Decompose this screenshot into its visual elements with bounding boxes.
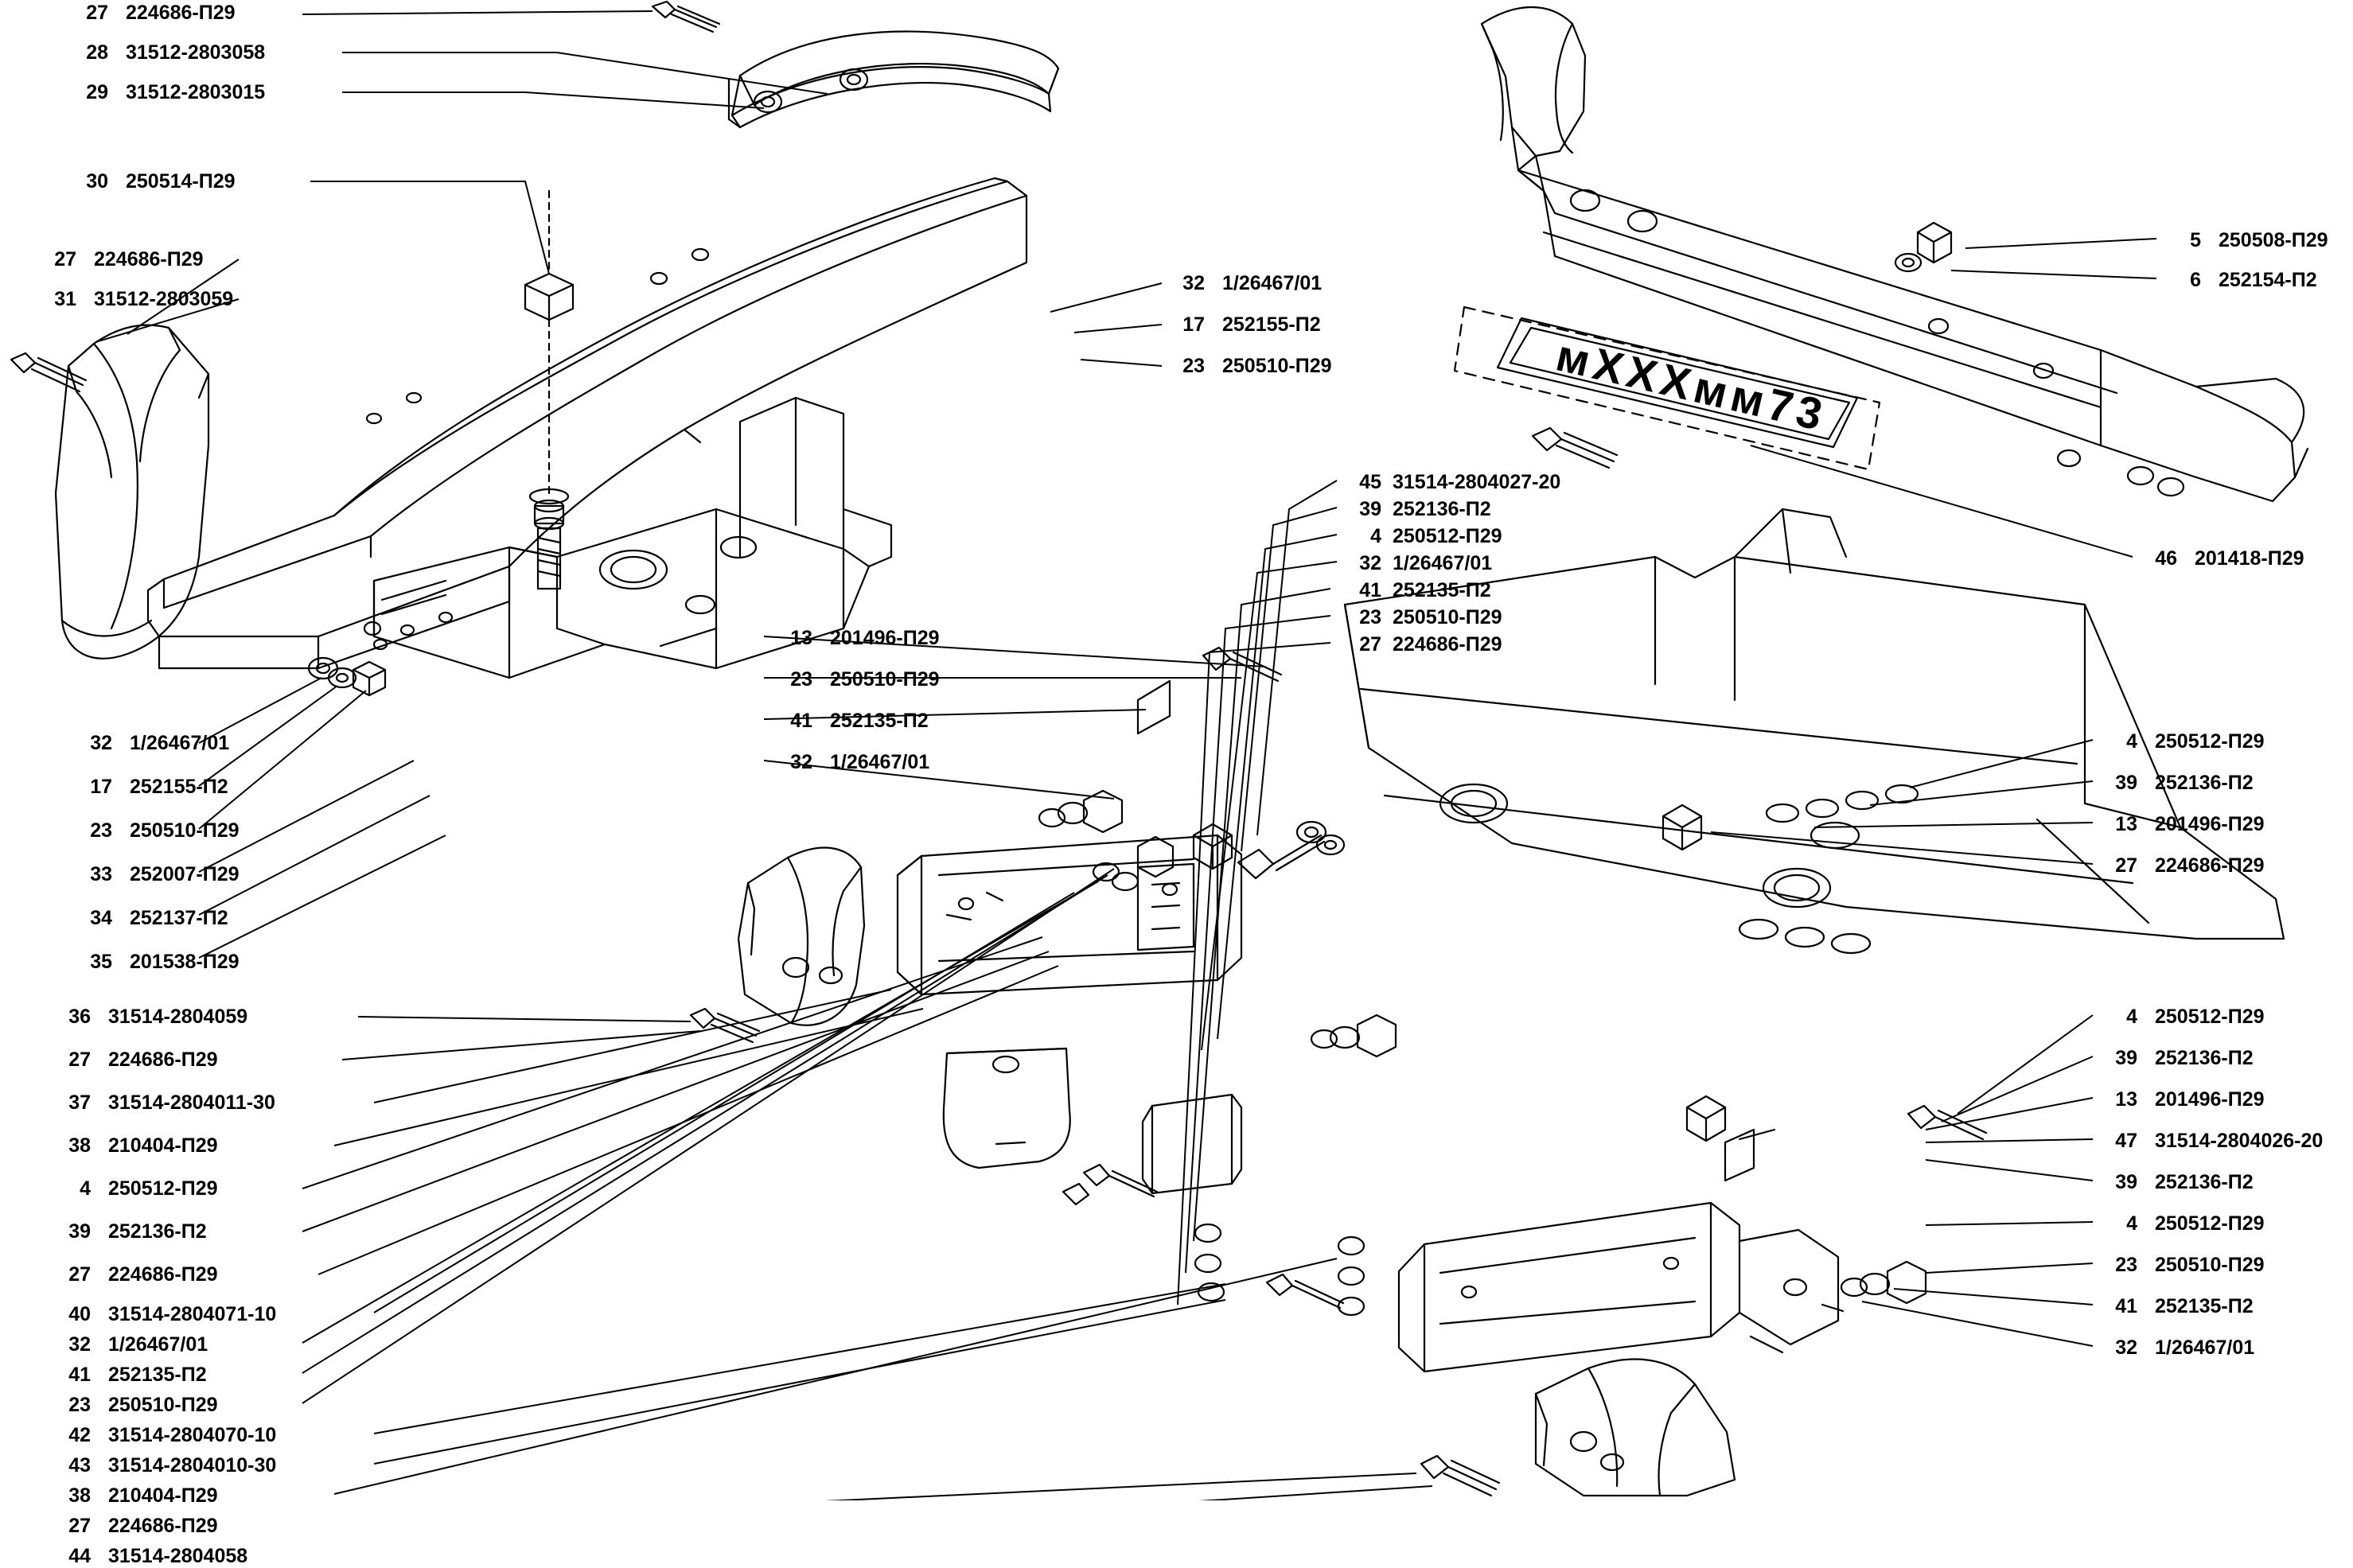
callout-row[interactable] xyxy=(2101,1254,2265,1277)
callout-row[interactable] xyxy=(2101,1212,2265,1235)
part-front-bumper-bar-lower xyxy=(898,835,1241,994)
callout-number: 38 xyxy=(68,1484,91,1507)
callout-row[interactable] xyxy=(2101,772,2254,795)
callout-number: 32 xyxy=(790,751,812,773)
callout-number: 42 xyxy=(68,1424,91,1446)
callout-number: 47 xyxy=(2115,1130,2137,1152)
part-tow-bracket xyxy=(944,1049,1241,1193)
callout-part: 224686-П29 xyxy=(1393,633,1502,656)
callout-part: 252135-П2 xyxy=(1393,579,1491,601)
callout-part: 210404-П29 xyxy=(108,1134,218,1157)
callout-row[interactable] xyxy=(2101,813,2265,836)
callout-part: 252137-П2 xyxy=(130,907,228,929)
license-plate-text: мXXXмм73 xyxy=(1551,329,1832,441)
fastener-nut-5-6 xyxy=(1895,223,1951,271)
callout-part: 250510-П29 xyxy=(130,819,240,842)
callout-part: 250510-П29 xyxy=(2155,1254,2265,1276)
callout-part: 252135-П2 xyxy=(830,710,929,732)
callout-row[interactable] xyxy=(2164,269,2317,292)
callout-part: 1/26467/01 xyxy=(130,732,230,754)
callout-number: 35 xyxy=(90,951,112,973)
callout-number: 46 xyxy=(2155,547,2177,570)
callout-part: 252135-П2 xyxy=(2155,1295,2254,1317)
callout-row[interactable] xyxy=(72,41,265,64)
callout-number: 4 xyxy=(2126,1212,2137,1235)
part-front-bumper-beam xyxy=(148,178,1027,668)
fastener-group-left-washers xyxy=(309,658,385,695)
callout-number: 23 xyxy=(1182,355,1205,377)
callout-number: 4 xyxy=(2126,1006,2137,1028)
callout-part: 201496-П29 xyxy=(2155,813,2265,835)
callout-part: 224686-П29 xyxy=(108,1263,218,1286)
callout-row[interactable] xyxy=(54,1364,207,1387)
callout-number: 43 xyxy=(68,1454,91,1477)
callout-number: 4 xyxy=(80,1177,91,1200)
callout-row[interactable] xyxy=(76,951,240,974)
callout-number: 6 xyxy=(2190,269,2201,291)
callout-part: 31514-2804026-20 xyxy=(2155,1130,2324,1152)
callout-part: 31514-2804059 xyxy=(108,1006,248,1028)
callout-number: 29 xyxy=(86,81,108,103)
callout-number: 32 xyxy=(90,732,112,754)
callout-part: 224686-П29 xyxy=(108,1515,218,1537)
fastener-bolt-44 xyxy=(1421,1456,1499,1496)
callout-row[interactable] xyxy=(54,1049,218,1072)
callout-number: 34 xyxy=(90,907,112,929)
callout-row[interactable] xyxy=(776,627,940,650)
fastener-group-center-bolts xyxy=(1063,835,1343,1308)
callout-row[interactable] xyxy=(2101,1088,2265,1111)
callout-part: 250510-П29 xyxy=(830,668,940,691)
callout-row[interactable] xyxy=(54,1177,218,1200)
callout-number: 23 xyxy=(1359,606,1381,628)
callout-number: 23 xyxy=(790,668,812,691)
callout-number: 23 xyxy=(90,819,112,842)
callout-row[interactable] xyxy=(1345,498,1491,521)
callout-number: 39 xyxy=(68,1220,91,1243)
callout-row[interactable] xyxy=(2101,854,2265,877)
callout-part: 201538-П29 xyxy=(130,951,240,973)
callout-number: 32 xyxy=(68,1333,91,1356)
callout-part: 31514-2804011-30 xyxy=(108,1091,275,1114)
callout-row[interactable] xyxy=(1168,355,1332,378)
callout-part: 252136-П2 xyxy=(108,1220,207,1243)
callout-part: 201496-П29 xyxy=(830,627,940,649)
callout-part: 31512-2803058 xyxy=(126,41,266,64)
callout-row[interactable] xyxy=(54,1394,218,1417)
callout-part: 250512-П29 xyxy=(1393,525,1502,547)
callout-part: 250514-П29 xyxy=(126,170,236,193)
callout-number: 27 xyxy=(86,2,108,24)
callout-row[interactable] xyxy=(40,248,204,271)
callout-part: 1/26467/01 xyxy=(1222,272,1323,294)
callout-number: 5 xyxy=(2190,229,2201,251)
callout-row[interactable] xyxy=(1345,471,1560,494)
callout-row[interactable] xyxy=(776,668,940,691)
callout-part: 1/26467/01 xyxy=(1393,552,1493,574)
callout-number: 23 xyxy=(2115,1254,2137,1276)
callout-number: 17 xyxy=(90,776,112,798)
callout-part: 1/26467/01 xyxy=(830,751,930,773)
callout-row[interactable] xyxy=(1345,633,1502,656)
callout-number: 37 xyxy=(68,1091,91,1114)
callout-part: 252155-П2 xyxy=(1222,313,1321,336)
fastener-group-center-small xyxy=(1039,648,1281,832)
callout-row[interactable] xyxy=(1168,272,1322,295)
callout-row[interactable] xyxy=(54,1220,207,1243)
callout-part: 224686-П29 xyxy=(108,1049,218,1071)
callout-part: 250510-П29 xyxy=(108,1394,218,1416)
callout-number: 41 xyxy=(1359,579,1381,601)
callout-number: 27 xyxy=(54,248,76,270)
callout-part: 210404-П29 xyxy=(108,1484,218,1507)
callout-row[interactable] xyxy=(72,170,236,193)
part-front-left-end-cap xyxy=(738,848,864,1025)
callout-row[interactable] xyxy=(1168,313,1321,337)
callout-number: 39 xyxy=(2115,772,2137,794)
callout-row[interactable] xyxy=(2101,730,2265,753)
callout-part: 250512-П29 xyxy=(2155,1212,2265,1235)
callout-row[interactable] xyxy=(2101,1047,2254,1070)
callout-number: 27 xyxy=(68,1049,91,1071)
callout-part: 252154-П2 xyxy=(2219,269,2317,291)
callout-part: 224686-П29 xyxy=(126,2,236,24)
callout-number: 41 xyxy=(790,710,812,732)
callout-part: 250510-П29 xyxy=(1393,606,1502,628)
callout-part: 224686-П29 xyxy=(94,248,204,270)
callout-number: 27 xyxy=(68,1515,91,1537)
callout-row[interactable] xyxy=(54,1545,247,1568)
callout-part: 31512-2803059 xyxy=(94,288,234,310)
callout-part: 31514-2804071-10 xyxy=(108,1303,277,1325)
callout-number: 32 xyxy=(1359,552,1381,574)
callout-number: 39 xyxy=(1359,498,1381,520)
fastener-bolt-36 xyxy=(691,1009,759,1042)
callout-number: 31 xyxy=(54,288,76,310)
callout-row[interactable] xyxy=(2101,1295,2254,1318)
callout-row[interactable] xyxy=(54,1091,275,1115)
callout-number: 27 xyxy=(2115,854,2137,877)
callout-row[interactable] xyxy=(76,732,229,755)
callout-row[interactable] xyxy=(54,1454,276,1477)
callout-row[interactable] xyxy=(1345,579,1491,602)
callout-part: 250512-П29 xyxy=(2155,1006,2265,1028)
callout-row[interactable] xyxy=(1345,606,1502,629)
callout-part: 250512-П29 xyxy=(2155,730,2265,753)
callout-number: 23 xyxy=(68,1394,91,1416)
callout-part: 252136-П2 xyxy=(2155,772,2254,794)
callout-row[interactable] xyxy=(776,751,929,774)
part-upper-valance xyxy=(729,32,1058,127)
callout-row[interactable] xyxy=(54,1515,218,1538)
callout-number: 13 xyxy=(2115,813,2137,835)
callout-part: 250508-П29 xyxy=(2219,229,2328,251)
callout-number: 41 xyxy=(68,1364,91,1386)
callout-part: 252007-П29 xyxy=(130,863,240,885)
callout-number: 28 xyxy=(86,41,108,64)
callout-number: 13 xyxy=(790,627,812,649)
callout-number: 30 xyxy=(86,170,108,193)
part-left-bumper-end xyxy=(56,325,208,659)
callout-row[interactable] xyxy=(76,776,228,799)
callout-part: 252135-П2 xyxy=(108,1364,207,1386)
callout-number: 41 xyxy=(2115,1295,2137,1317)
callout-row[interactable] xyxy=(54,1263,218,1286)
callout-row[interactable] xyxy=(76,907,228,930)
callout-part: 31514-2804070-10 xyxy=(108,1424,277,1446)
callout-number: 33 xyxy=(90,863,112,885)
callout-number: 32 xyxy=(1182,272,1205,294)
callout-number: 45 xyxy=(1359,471,1381,493)
callout-row[interactable] xyxy=(1345,525,1502,548)
callout-part: 1/26467/01 xyxy=(108,1333,208,1356)
callout-row[interactable] xyxy=(76,819,240,842)
fastener-bolt-46 xyxy=(1533,428,1617,468)
callout-part: 252136-П2 xyxy=(1393,498,1491,520)
callout-row[interactable] xyxy=(2101,1130,2323,1153)
callout-part: 31514-2804058 xyxy=(108,1545,248,1567)
callout-number: 39 xyxy=(2115,1047,2137,1069)
fastener-nut-stud-30 xyxy=(525,191,573,589)
callout-part: 252136-П2 xyxy=(2155,1171,2254,1193)
fastener-bolt-top xyxy=(653,2,719,32)
callout-number: 36 xyxy=(68,1006,91,1028)
callout-part: 201418-П29 xyxy=(2195,547,2304,570)
part-rear-bumper xyxy=(1482,7,2308,501)
callout-part: 31514-2804027-20 xyxy=(1393,471,1561,493)
callout-number: 32 xyxy=(2115,1336,2137,1359)
callout-row[interactable] xyxy=(54,1303,276,1326)
callout-row[interactable] xyxy=(2101,1171,2254,1194)
callout-row[interactable] xyxy=(54,1424,276,1447)
part-rear-left-end-cap xyxy=(1536,1360,1735,1496)
callout-number: 13 xyxy=(2115,1088,2137,1111)
callout-row[interactable] xyxy=(72,2,236,25)
callout-part: 250512-П29 xyxy=(108,1177,218,1200)
callout-part: 1/26467/01 xyxy=(2155,1336,2255,1359)
callout-number: 44 xyxy=(68,1545,91,1567)
callout-row[interactable] xyxy=(40,288,233,311)
callout-number: 40 xyxy=(68,1303,91,1325)
callout-row[interactable] xyxy=(54,1333,208,1356)
callout-row[interactable] xyxy=(2101,1006,2265,1029)
callout-row[interactable] xyxy=(1345,552,1492,575)
callout-number: 4 xyxy=(2126,730,2137,753)
callout-part: 31512-2803015 xyxy=(126,81,266,103)
callout-number: 4 xyxy=(1370,525,1381,547)
callout-row[interactable] xyxy=(76,863,240,886)
callout-number: 27 xyxy=(1359,633,1381,656)
callout-number: 38 xyxy=(68,1134,91,1157)
callout-row[interactable] xyxy=(2164,229,2328,252)
callout-row[interactable] xyxy=(54,1484,218,1508)
callout-part: 31514-2804010-30 xyxy=(108,1454,277,1477)
callout-part: 252155-П2 xyxy=(130,776,228,798)
callout-row[interactable] xyxy=(54,1006,247,1029)
callout-number: 17 xyxy=(1182,313,1205,336)
callout-row[interactable] xyxy=(2101,1336,2254,1360)
callout-part: 252136-П2 xyxy=(2155,1047,2254,1069)
callout-row[interactable] xyxy=(72,81,265,104)
callout-row[interactable] xyxy=(54,1134,218,1158)
callout-part: 201496-П29 xyxy=(2155,1088,2265,1111)
callout-part: 224686-П29 xyxy=(2155,854,2265,877)
callout-row[interactable] xyxy=(776,710,929,733)
callout-number: 27 xyxy=(68,1263,91,1286)
callout-row[interactable] xyxy=(2141,547,2304,570)
part-rear-rail-lower xyxy=(1399,1203,1838,1372)
callout-part: 250510-П29 xyxy=(1222,355,1332,377)
callout-number: 39 xyxy=(2115,1171,2137,1193)
